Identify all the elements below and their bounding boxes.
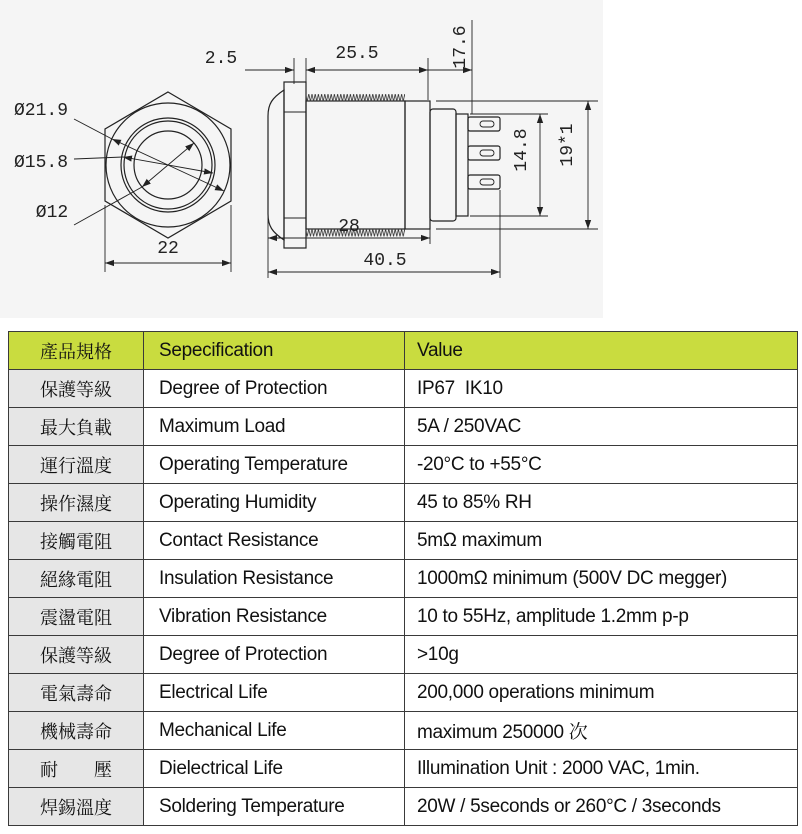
bezel-thickness-label: 2.5 xyxy=(204,49,238,69)
spec-english-label: Operating Humidity xyxy=(144,484,405,522)
thread-size-label: 19*1 xyxy=(558,123,578,167)
spec-row xyxy=(9,750,798,788)
spec-chinese-label: 保護等級 xyxy=(9,370,144,408)
overall-length-label: 40.5 xyxy=(363,251,407,271)
spec-value: >10g xyxy=(405,636,798,674)
spec-english-label: Degree of Protection xyxy=(144,636,405,674)
terminal-span-label: 14.8 xyxy=(512,128,532,172)
spec-row xyxy=(9,674,798,712)
header-specification: Sepecification xyxy=(144,332,405,370)
spec-row xyxy=(9,560,798,598)
ring-diameter-label: Ø15.8 xyxy=(13,153,69,173)
spec-value: 10 to 55Hz, amplitude 1.2mm p-p xyxy=(405,598,798,636)
spec-english-label: Degree of Protection xyxy=(144,370,405,408)
spec-chinese-label: 保護等級 xyxy=(9,636,144,674)
terminal-length-label: 17.6 xyxy=(451,25,471,69)
spec-english-label: Insulation Resistance xyxy=(144,560,405,598)
spec-chinese-label: 電氣壽命 xyxy=(9,674,144,712)
body-length-label: 28 xyxy=(338,217,360,237)
spec-header-row xyxy=(9,332,798,370)
spec-chinese-label: 接觸電阻 xyxy=(9,522,144,560)
button-diameter-label: Ø12 xyxy=(35,203,69,223)
spec-english-label: Maximum Load xyxy=(144,408,405,446)
header-value: Value xyxy=(405,332,798,370)
spec-row xyxy=(9,712,798,750)
spec-row xyxy=(9,788,798,826)
spec-chinese-label: 最大負載 xyxy=(9,408,144,446)
spec-row xyxy=(9,598,798,636)
spec-english-label: Operating Temperature xyxy=(144,446,405,484)
spec-value: 5A / 250VAC xyxy=(405,408,798,446)
spec-value: 5mΩ maximum xyxy=(405,522,798,560)
spec-row xyxy=(9,522,798,560)
thread-top xyxy=(306,94,405,102)
spec-row xyxy=(9,636,798,674)
spec-chinese-label: 焊錫溫度 xyxy=(9,788,144,826)
spec-english-label: Electrical Life xyxy=(144,674,405,712)
spec-value: 1000mΩ minimum (500V DC megger) xyxy=(405,560,798,598)
spec-row xyxy=(9,408,798,446)
hex-width-label: 22 xyxy=(157,239,179,259)
spec-chinese-label: 操作濕度 xyxy=(9,484,144,522)
spec-chinese-label: 耐 壓 xyxy=(9,750,144,788)
switch-dimension-drawing xyxy=(0,0,802,320)
specification-table xyxy=(8,331,798,826)
spec-english-label: Soldering Temperature xyxy=(144,788,405,826)
spec-english-label: Contact Resistance xyxy=(144,522,405,560)
outer-diameter-label: Ø21.9 xyxy=(13,101,69,121)
spec-english-label: Dielectrical Life xyxy=(144,750,405,788)
spec-row xyxy=(9,484,798,522)
spec-value: IP67 IK10 xyxy=(405,370,798,408)
spec-chinese-label: 機械壽命 xyxy=(9,712,144,750)
spec-english-label: Vibration Resistance xyxy=(144,598,405,636)
spec-value: 45 to 85% RH xyxy=(405,484,798,522)
spec-value: Illumination Unit : 2000 VAC, 1min. xyxy=(405,750,798,788)
spec-english-label: Mechanical Life xyxy=(144,712,405,750)
spec-chinese-label: 絕緣電阻 xyxy=(9,560,144,598)
spec-value: 200,000 operations minimum xyxy=(405,674,798,712)
spec-row xyxy=(9,446,798,484)
spec-row xyxy=(9,370,798,408)
spec-value: maximum 250000 次 xyxy=(405,712,798,750)
spec-chinese-label: 震盪電阻 xyxy=(9,598,144,636)
spec-chinese-label: 運行溫度 xyxy=(9,446,144,484)
header-chinese: 產品規格 xyxy=(9,332,144,370)
thread-length-label: 25.5 xyxy=(335,44,379,64)
spec-value: 20W / 5seconds or 260°C / 3seconds xyxy=(405,788,798,826)
spec-value: -20°C to +55°C xyxy=(405,446,798,484)
